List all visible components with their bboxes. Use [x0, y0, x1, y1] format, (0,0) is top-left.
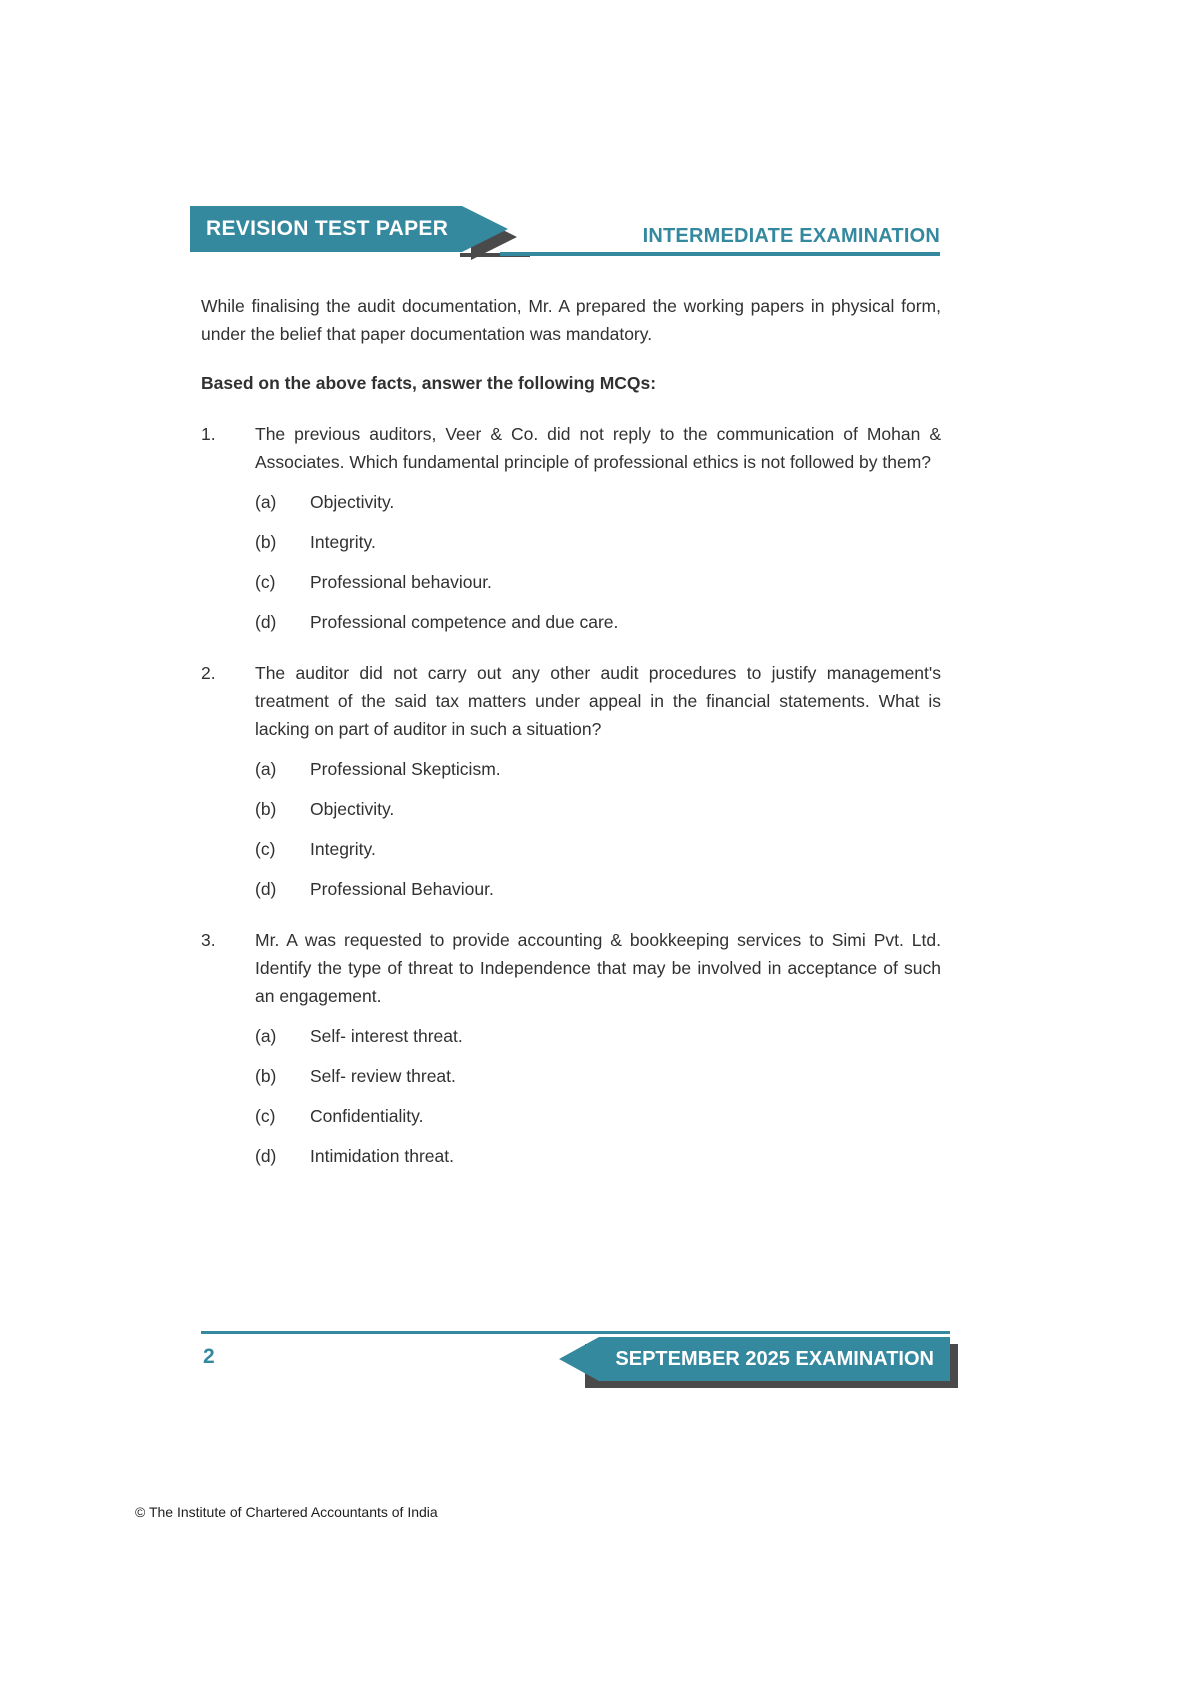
option-label: (a)	[255, 759, 277, 779]
question-1-option-d	[201, 608, 941, 636]
mcq-prompt: Based on the above facts, answer the following MCQs:	[201, 373, 657, 393]
question-2-option-d	[201, 875, 941, 903]
question-number: 3.	[201, 930, 216, 950]
question-3-option-b	[201, 1062, 941, 1090]
option-label: (c)	[255, 572, 276, 592]
option-text: Professional behaviour.	[310, 572, 492, 592]
option-label: (b)	[255, 532, 277, 552]
option-text: Integrity.	[310, 839, 376, 859]
option-text: Professional Behaviour.	[310, 879, 494, 899]
exam-session-label: SEPTEMBER 2025 EXAMINATION	[599, 1337, 950, 1381]
exam-session-banner	[559, 1337, 950, 1381]
question-2	[201, 659, 941, 743]
question-1-option-c	[201, 568, 941, 596]
option-label: (b)	[255, 1066, 277, 1086]
option-text: Objectivity.	[310, 799, 395, 819]
question-3-option-a	[201, 1022, 941, 1050]
question-2-option-b	[201, 795, 941, 823]
option-text: Self- interest threat.	[310, 1026, 463, 1046]
question-2-option-c	[201, 835, 941, 863]
question-text: The previous auditors, Veer & Co. did not reply to the communication of Mohan & Associates. Which fundamental principle of professional ethics is not followed by them?	[255, 424, 941, 472]
question-text: The auditor did not carry out any other audit procedures to justify management's treatment of the said tax matters under appeal in the financial statements. What is lacking on part of auditor in such a situation?	[255, 663, 941, 739]
option-text: Integrity.	[310, 532, 376, 552]
question-number: 2.	[201, 663, 216, 683]
page-number: 2	[203, 1345, 215, 1368]
exam-title: INTERMEDIATE EXAMINATION	[642, 225, 940, 247]
question-3	[201, 926, 941, 1010]
revision-test-paper-banner	[190, 206, 508, 252]
intro-paragraph: While finalising the audit documentation, Mr. A prepared the working papers in physical form, under the belief that paper documentation was mandatory.	[201, 296, 941, 344]
question-3-option-d	[201, 1142, 941, 1170]
question-text: Mr. A was requested to provide accounting & bookkeeping services to Simi Pvt. Ltd. Identify the type of threat to Independence that may be involved in acceptance of such an engagement.	[255, 930, 941, 1006]
question-number: 1.	[201, 424, 216, 444]
banner-left-arrow-icon	[559, 1337, 599, 1381]
option-label: (d)	[255, 1146, 277, 1166]
document-content	[201, 292, 941, 1170]
header-rule	[500, 252, 940, 256]
option-text: Confidentiality.	[310, 1106, 424, 1126]
footer-rule	[201, 1331, 950, 1334]
question-2-option-a	[201, 755, 941, 783]
question-1-option-a	[201, 488, 941, 516]
option-label: (b)	[255, 799, 277, 819]
option-text: Professional Skepticism.	[310, 759, 501, 779]
banner-arrow-icon	[462, 206, 508, 252]
option-label: (c)	[255, 1106, 276, 1126]
option-label: (d)	[255, 879, 277, 899]
option-label: (d)	[255, 612, 277, 632]
question-1-option-b	[201, 528, 941, 556]
option-label: (c)	[255, 839, 276, 859]
option-label: (a)	[255, 492, 277, 512]
banner-title: REVISION TEST PAPER	[190, 206, 462, 252]
option-text: Professional competence and due care.	[310, 612, 619, 632]
option-label: (a)	[255, 1026, 277, 1046]
copyright-notice: © The Institute of Chartered Accountants of India	[135, 1504, 438, 1520]
option-text: Intimidation threat.	[310, 1146, 454, 1166]
question-3-option-c	[201, 1102, 941, 1130]
option-text: Objectivity.	[310, 492, 395, 512]
option-text: Self- review threat.	[310, 1066, 456, 1086]
question-1	[201, 420, 941, 476]
